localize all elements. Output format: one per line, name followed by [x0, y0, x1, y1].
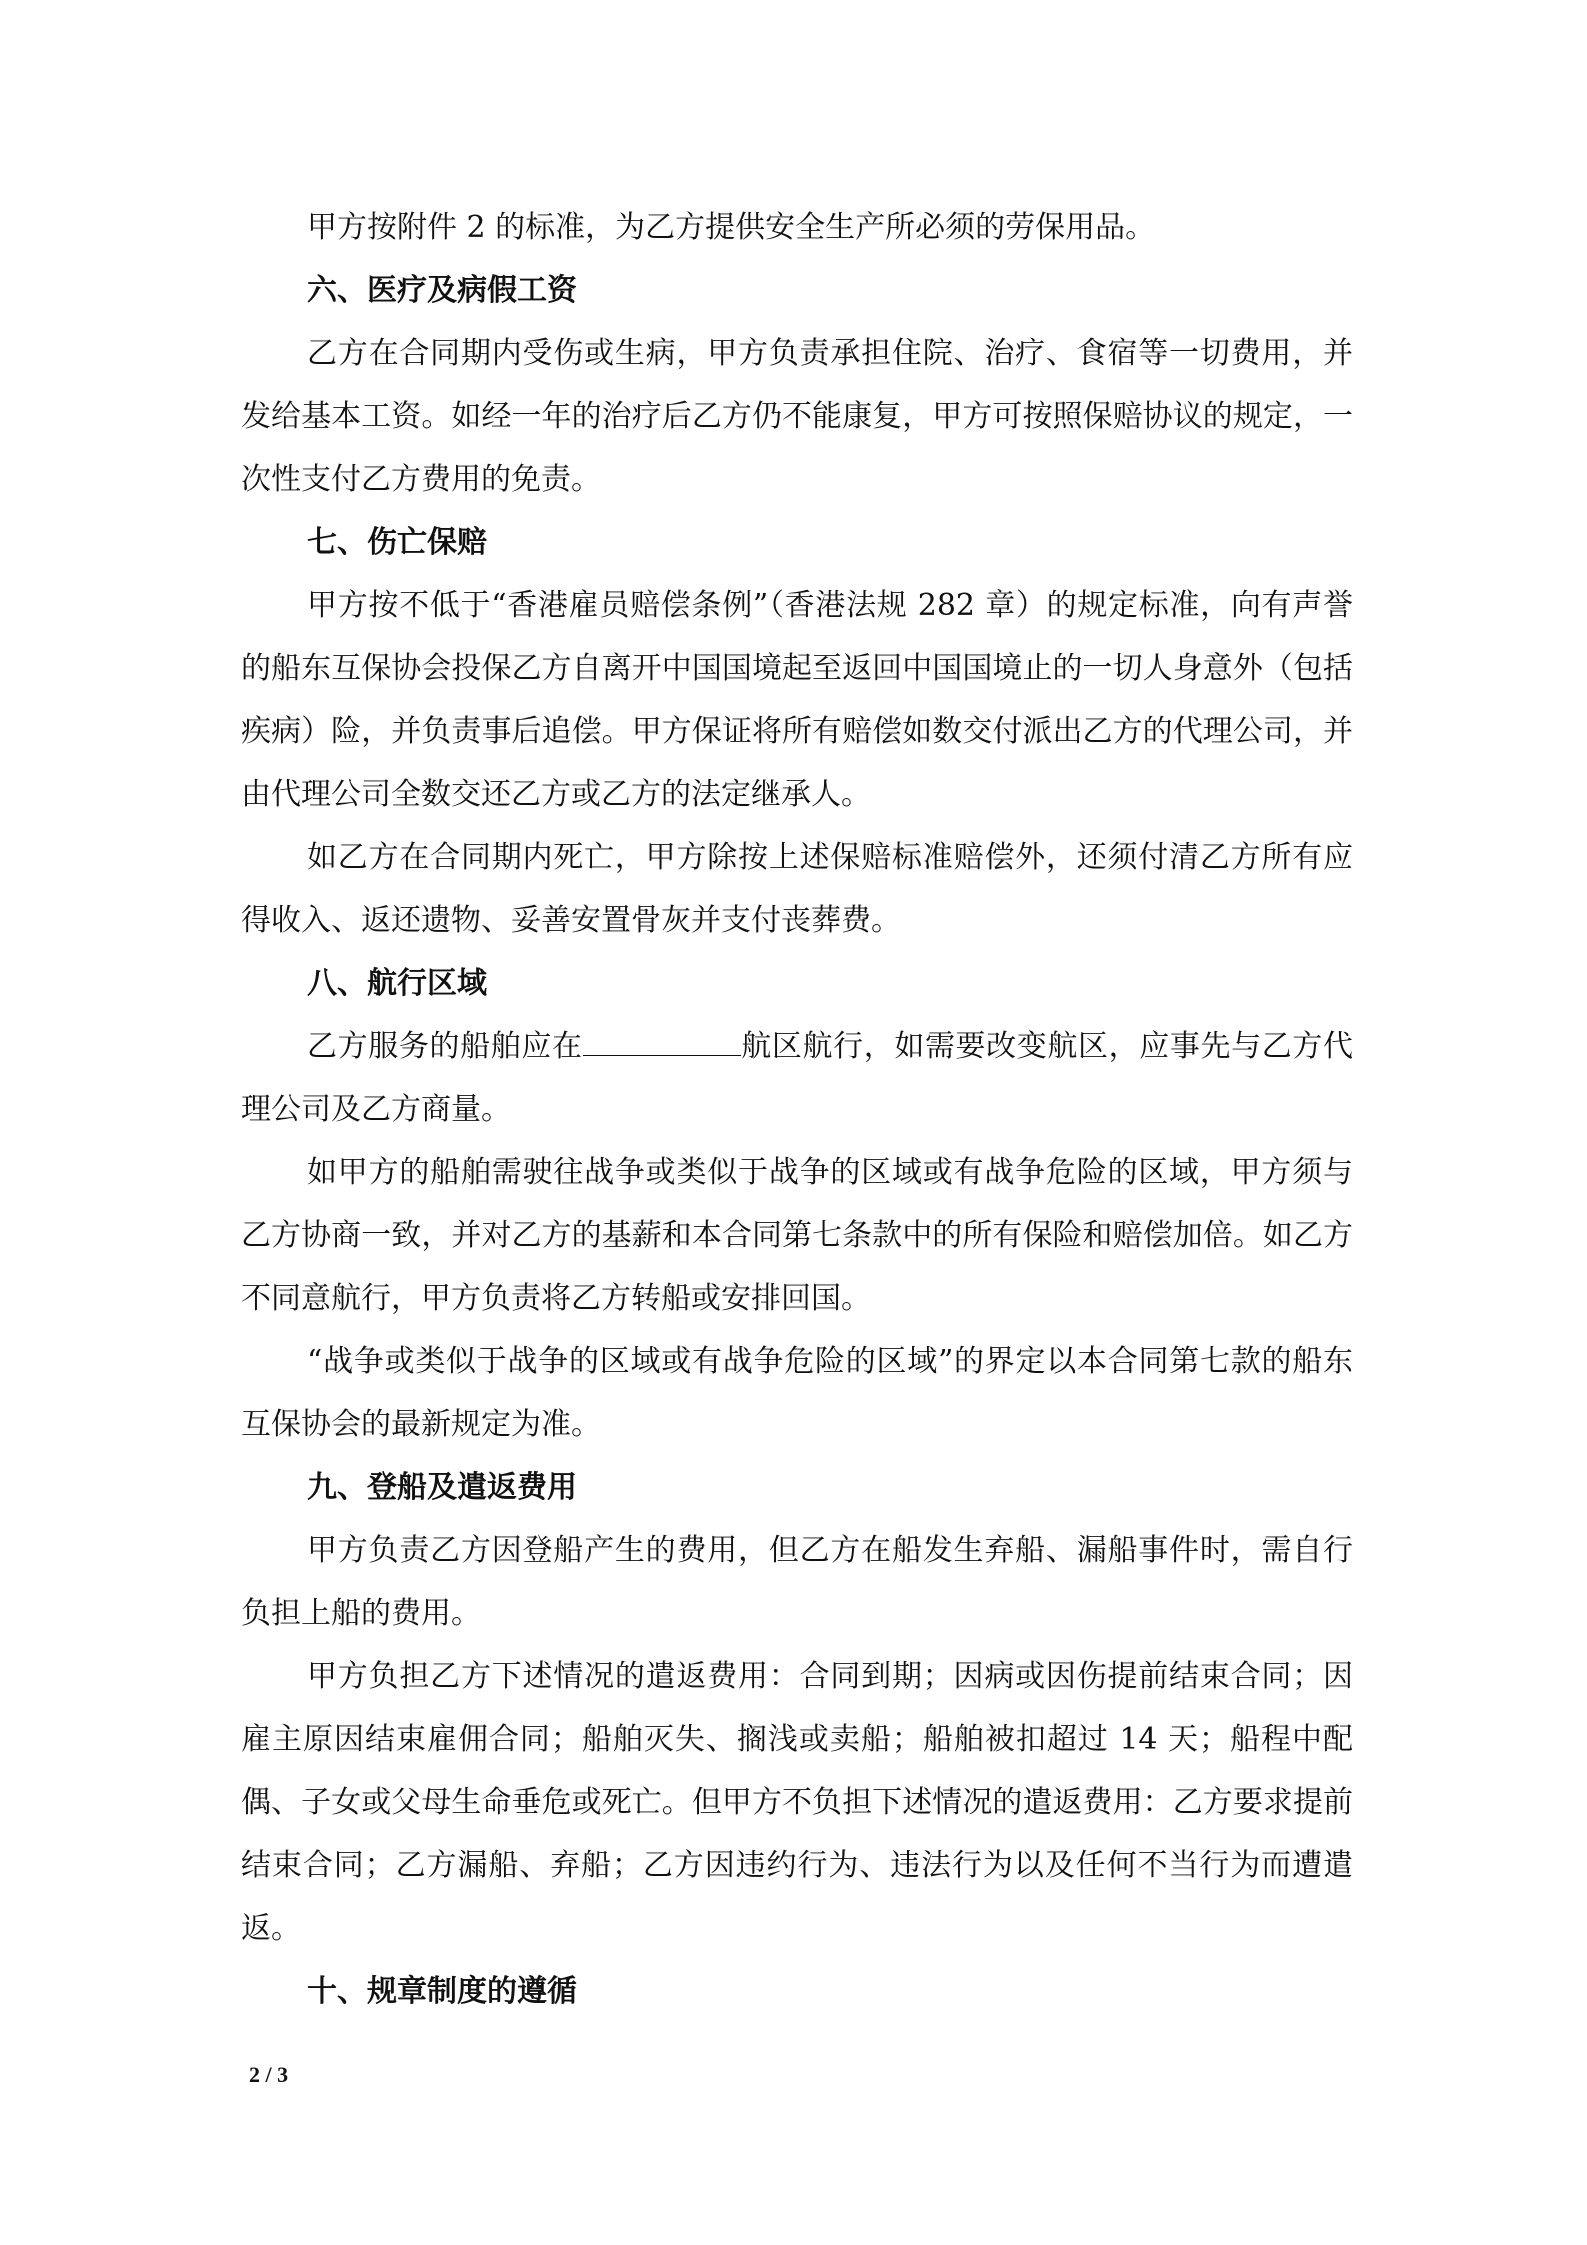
section-heading: 八、航行区域	[307, 966, 487, 1001]
paragraph: 如乙方在合同期内死亡，甲方除按上述保赔标准赔偿外，还须付清乙方所有应得收入、返还遗物、妥善安置骨灰并支付丧葬费。	[241, 840, 1353, 938]
paragraph: “战争或类似于战争的区域或有战争危险的区域”的界定以本合同第七款的船东互保协会的最新规定为准。	[241, 1344, 1353, 1442]
paragraph-text-before-blank: 乙方服务的船舶应在	[307, 1029, 583, 1064]
paragraph: 乙方在合同期内受伤或生病，甲方负责承担住院、治疗、食宿等一切费用，并发给基本工资。如经一年的治疗后乙方仍不能康复，甲方可按照保赔协议的规定，一次性支付乙方费用的免责。	[241, 336, 1353, 497]
paragraph: 甲方负责乙方因登船产生的费用，但乙方在船发生弃船、漏船事件时，需自行负担上船的费用。	[241, 1533, 1353, 1631]
paragraph: 甲方负担乙方下述情况的遣返费用：合同到期；因病或因伤提前结束合同；因雇主原因结束雇佣合同；船舶灭失、搁浅或卖船；船舶被扣超过 14 天；船程中配偶、子女或父母生命垂危或死亡。但甲方不负担下述情况的遣返费用：乙方要求提前结束合同；乙方漏船、弃船；乙方因违约行为、违法行为以及任何不当行为而遭遣返。	[241, 1659, 1353, 1946]
paragraph: 甲方按附件 2 的标准，为乙方提供安全生产所必须的劳保用品。	[307, 210, 1156, 245]
section-heading: 六、医疗及病假工资	[307, 273, 577, 308]
paragraph: 如甲方的船舶需驶往战争或类似于战争的区域或有战争危险的区域，甲方须与乙方协商一致，并对乙方的基薪和本合同第七条款中的所有保险和赔偿加倍。如乙方不同意航行，甲方负责将乙方转船或安排回国。	[241, 1155, 1353, 1316]
document-body	[241, 196, 1353, 2023]
fill-in-blank	[583, 1029, 741, 1056]
page-number: 2 / 3	[249, 2062, 289, 2087]
paragraph: 甲方按不低于“香港雇员赔偿条例”（香港法规 282 章）的规定标准，向有声誉的船东互保协会投保乙方自离开中国国境起至返回中国国境止的一切人身意外（包括疾病）险，并负责事后追偿。甲方保证将所有赔偿如数交付派出乙方的代理公司，并由代理公司全数交还乙方或乙方的法定继承人。	[241, 588, 1353, 812]
section-heading: 十、规章制度的遵循	[307, 1974, 577, 2009]
paragraph-text-after-blank: 航区航行，如需要改变航区，应事先与乙方代理公司及乙方商量。	[241, 1029, 1354, 1127]
paragraph-with-blank	[241, 1015, 1353, 1141]
section-heading: 七、伤亡保赔	[307, 525, 487, 560]
section-heading: 九、登船及遣返费用	[307, 1470, 577, 1505]
